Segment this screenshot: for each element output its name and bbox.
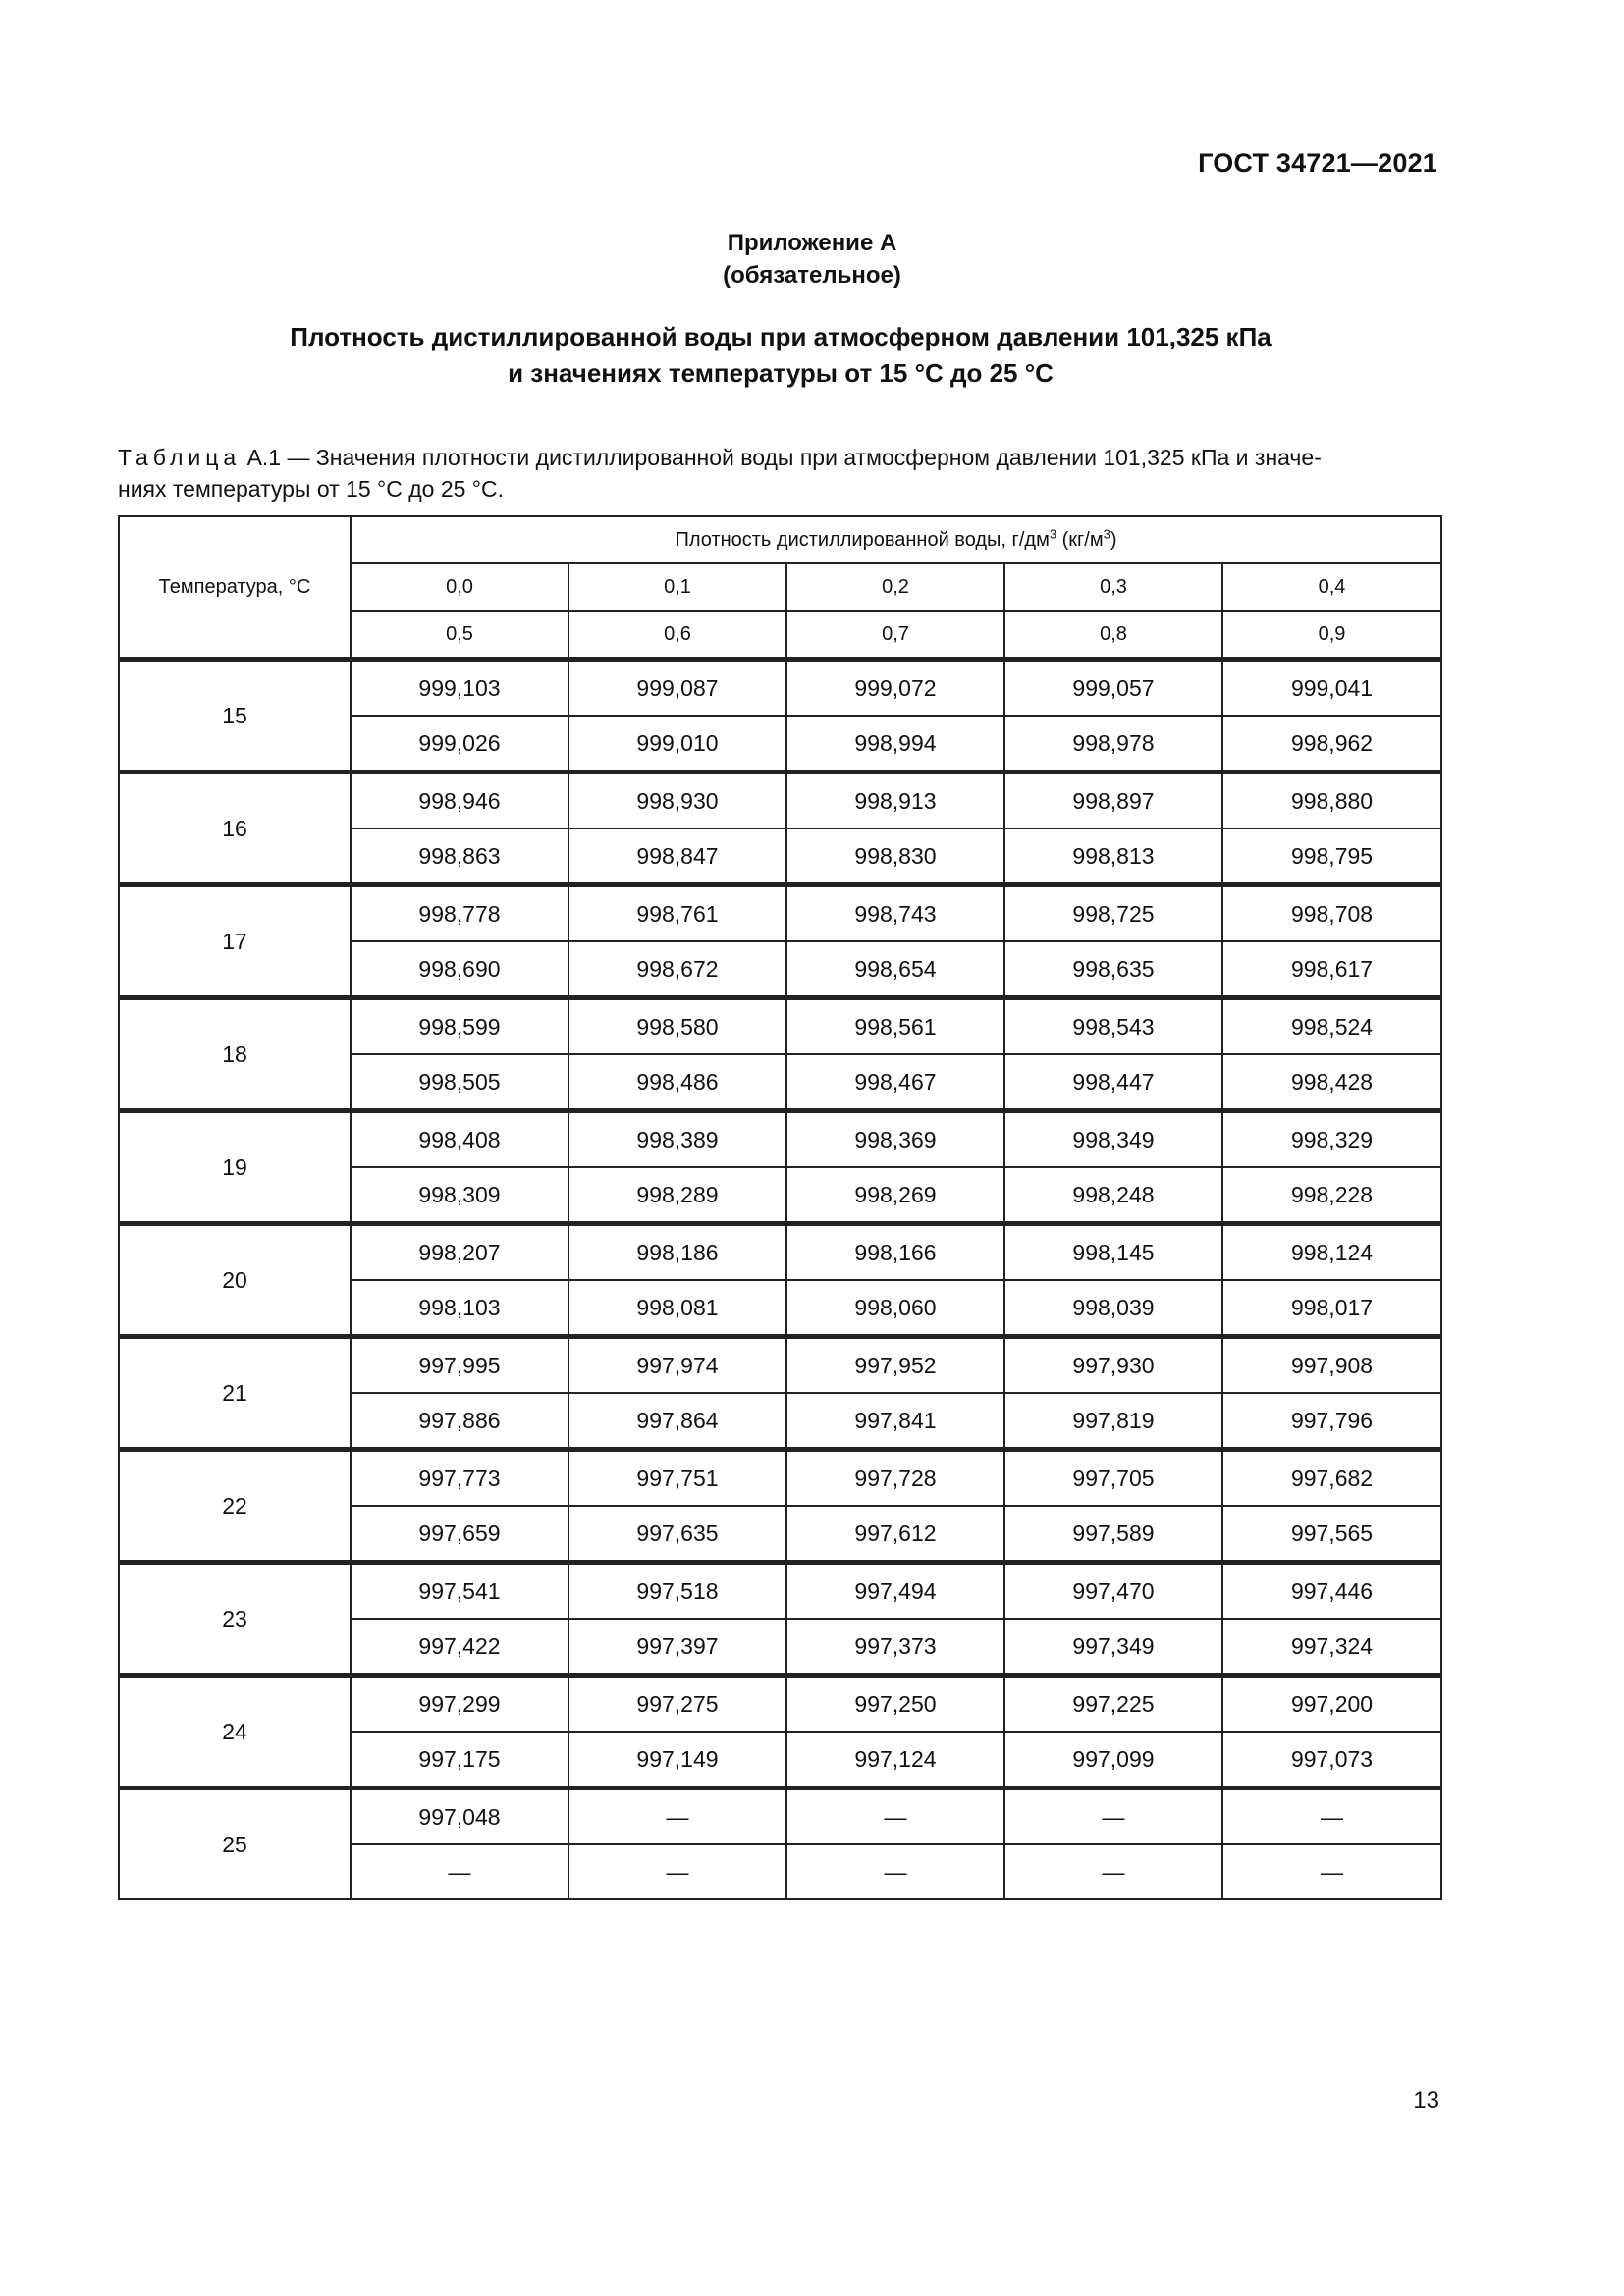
density-cell: 998,505 [351, 1054, 568, 1111]
density-cell: 998,561 [786, 998, 1004, 1055]
density-cell: 998,408 [351, 1111, 568, 1168]
density-cell: 998,081 [568, 1280, 786, 1337]
density-cell: 999,103 [351, 660, 568, 717]
superscript: 3 [1049, 525, 1057, 541]
density-cell: 997,541 [351, 1563, 568, 1620]
density-cell: 998,880 [1222, 773, 1441, 829]
temperature-header: Температура, °С [119, 516, 351, 660]
density-cell: 997,995 [351, 1337, 568, 1394]
density-cell: 997,589 [1004, 1506, 1222, 1563]
density-cell: 998,248 [1004, 1167, 1222, 1224]
density-cell: 998,946 [351, 773, 568, 829]
temperature-cell: 24 [119, 1676, 351, 1789]
table-row [119, 998, 1441, 1055]
density-cell: 998,778 [351, 885, 568, 942]
density-cell: 998,447 [1004, 1054, 1222, 1111]
density-cell: 999,072 [786, 660, 1004, 717]
density-cell: — [1222, 1844, 1441, 1899]
temperature-cell: 22 [119, 1450, 351, 1563]
density-cell: 997,324 [1222, 1619, 1441, 1676]
density-cell: 997,728 [786, 1450, 1004, 1507]
density-cell: — [1222, 1789, 1441, 1845]
density-cell: — [786, 1844, 1004, 1899]
density-cell: 998,599 [351, 998, 568, 1055]
density-cell: 997,773 [351, 1450, 568, 1507]
density-cell: 997,149 [568, 1732, 786, 1789]
density-cell: 998,930 [568, 773, 786, 829]
density-cell: 998,897 [1004, 773, 1222, 829]
density-cell: — [1004, 1844, 1222, 1899]
density-header-unit: (кг/м [1056, 528, 1104, 551]
density-cell: 997,930 [1004, 1337, 1222, 1394]
density-header-text: Плотность дистиллированной воды, г/дм [675, 528, 1050, 551]
density-cell: 998,617 [1222, 941, 1441, 998]
density-cell: 997,819 [1004, 1393, 1222, 1450]
standard-code: ГОСТ 34721—2021 [1198, 148, 1437, 178]
density-cell: 998,543 [1004, 998, 1222, 1055]
density-cell: 998,725 [1004, 885, 1222, 942]
temperature-cell: 15 [119, 660, 351, 773]
density-cell: 998,743 [786, 885, 1004, 942]
density-cell: 999,057 [1004, 660, 1222, 717]
table-row [119, 1676, 1441, 1733]
table-row [119, 1789, 1441, 1845]
density-cell: 998,389 [568, 1111, 786, 1168]
density-cell: 997,682 [1222, 1450, 1441, 1507]
density-cell: 997,048 [351, 1789, 568, 1845]
density-cell: 998,103 [351, 1280, 568, 1337]
table-row [119, 1450, 1441, 1507]
density-cell: 997,446 [1222, 1563, 1441, 1620]
density-cell: 999,010 [568, 716, 786, 773]
density-cell: 997,908 [1222, 1337, 1441, 1394]
page-number: 13 [1413, 2087, 1439, 2113]
fraction-cell: 0,0 [351, 563, 568, 611]
temperature-cell: 21 [119, 1337, 351, 1450]
density-cell: 998,039 [1004, 1280, 1222, 1337]
temperature-cell: 23 [119, 1563, 351, 1676]
density-cell: 997,518 [568, 1563, 786, 1620]
density-cell: 997,373 [786, 1619, 1004, 1676]
fraction-cell: 0,2 [786, 563, 1004, 611]
density-cell: 998,978 [1004, 716, 1222, 773]
density-cell: 997,349 [1004, 1619, 1222, 1676]
density-cell: 998,309 [351, 1167, 568, 1224]
density-cell: 997,299 [351, 1676, 568, 1733]
density-cell: 997,974 [568, 1337, 786, 1394]
appendix-heading [0, 227, 1624, 292]
density-cell: 997,200 [1222, 1676, 1441, 1733]
density-cell: 998,672 [568, 941, 786, 998]
density-table [118, 515, 1442, 1900]
density-cell: 998,124 [1222, 1224, 1441, 1281]
density-cell: 998,524 [1222, 998, 1441, 1055]
density-header-close: ) [1110, 528, 1117, 551]
density-cell: 999,041 [1222, 660, 1441, 717]
density-cell: 998,467 [786, 1054, 1004, 1111]
temperature-cell: 16 [119, 773, 351, 885]
density-cell: 997,886 [351, 1393, 568, 1450]
density-cell: 998,813 [1004, 828, 1222, 885]
density-cell: — [786, 1789, 1004, 1845]
density-cell: 998,795 [1222, 828, 1441, 885]
density-cell: 997,494 [786, 1563, 1004, 1620]
density-cell: — [568, 1789, 786, 1845]
density-cell: — [351, 1844, 568, 1899]
density-cell: 997,841 [786, 1393, 1004, 1450]
density-cell: 997,397 [568, 1619, 786, 1676]
density-cell: 998,654 [786, 941, 1004, 998]
density-cell: 998,913 [786, 773, 1004, 829]
caption-text-line-2: ниях температуры от 15 °С до 25 °С. [118, 476, 504, 502]
density-cell: 998,329 [1222, 1111, 1441, 1168]
density-cell: — [1004, 1789, 1222, 1845]
density-header [351, 516, 1441, 563]
density-cell: 997,659 [351, 1506, 568, 1563]
fraction-cell: 0,9 [1222, 611, 1441, 660]
density-cell: 999,087 [568, 660, 786, 717]
density-cell: 997,565 [1222, 1506, 1441, 1563]
fraction-cell: 0,1 [568, 563, 786, 611]
table-row [119, 1563, 1441, 1620]
caption-text-line-1: А.1 — Значения плотности дистиллированной воды при атмосферном давлении 101,325 кПа и значе- [241, 445, 1322, 470]
density-cell: 998,863 [351, 828, 568, 885]
density-cell: 998,289 [568, 1167, 786, 1224]
density-cell: 997,470 [1004, 1563, 1222, 1620]
density-cell: 997,124 [786, 1732, 1004, 1789]
density-cell: 997,275 [568, 1676, 786, 1733]
temperature-cell: 25 [119, 1789, 351, 1900]
density-cell: 998,962 [1222, 716, 1441, 773]
density-cell: 997,635 [568, 1506, 786, 1563]
density-cell: 998,428 [1222, 1054, 1441, 1111]
superscript: 3 [1103, 525, 1110, 541]
density-cell: 997,225 [1004, 1676, 1222, 1733]
fraction-cell: 0,6 [568, 611, 786, 660]
fraction-cell: 0,8 [1004, 611, 1222, 660]
appendix-status: (обязательное) [723, 262, 901, 289]
density-cell: 998,486 [568, 1054, 786, 1111]
density-cell: 998,017 [1222, 1280, 1441, 1337]
temperature-cell: 20 [119, 1224, 351, 1337]
table-row [119, 1111, 1441, 1168]
density-cell: 997,705 [1004, 1450, 1222, 1507]
title-line-2: и значениях температуры от 15 °С до 25 °С [508, 358, 1054, 388]
density-cell: 997,250 [786, 1676, 1004, 1733]
fraction-cell: 0,5 [351, 611, 568, 660]
density-cell: 997,952 [786, 1337, 1004, 1394]
density-cell: 998,994 [786, 716, 1004, 773]
density-cell: 998,369 [786, 1111, 1004, 1168]
density-cell: 999,026 [351, 716, 568, 773]
density-cell: 998,847 [568, 828, 786, 885]
density-cell: 998,708 [1222, 885, 1441, 942]
title-line-1: Плотность дистиллированной воды при атмосферном давлении 101,325 кПа [290, 322, 1272, 351]
density-cell: 997,612 [786, 1506, 1004, 1563]
document-title [0, 319, 1561, 392]
density-cell: 998,186 [568, 1224, 786, 1281]
temperature-cell: 17 [119, 885, 351, 998]
temperature-cell: 19 [119, 1111, 351, 1224]
temperature-cell: 18 [119, 998, 351, 1111]
table-row [119, 1337, 1441, 1394]
fraction-cell: 0,3 [1004, 563, 1222, 611]
density-cell: 998,166 [786, 1224, 1004, 1281]
density-cell: — [568, 1844, 786, 1899]
density-cell: 998,269 [786, 1167, 1004, 1224]
density-cell: 997,796 [1222, 1393, 1441, 1450]
appendix-title: Приложение А [727, 230, 897, 256]
density-cell: 997,422 [351, 1619, 568, 1676]
density-cell: 998,635 [1004, 941, 1222, 998]
density-cell: 998,690 [351, 941, 568, 998]
density-cell: 997,175 [351, 1732, 568, 1789]
density-cell: 997,073 [1222, 1732, 1441, 1789]
density-cell: 998,830 [786, 828, 1004, 885]
density-cell: 998,145 [1004, 1224, 1222, 1281]
density-cell: 998,060 [786, 1280, 1004, 1337]
header-row [119, 516, 1441, 563]
fraction-cell: 0,7 [786, 611, 1004, 660]
table-caption [118, 442, 1443, 505]
density-cell: 997,751 [568, 1450, 786, 1507]
table-row [119, 773, 1441, 829]
table-row [119, 885, 1441, 942]
fraction-cell: 0,4 [1222, 563, 1441, 611]
caption-label: Таблица [118, 445, 242, 470]
density-cell: 998,207 [351, 1224, 568, 1281]
density-cell: 998,580 [568, 998, 786, 1055]
density-cell: 998,761 [568, 885, 786, 942]
density-cell: 997,864 [568, 1393, 786, 1450]
density-cell: 997,099 [1004, 1732, 1222, 1789]
table-row [119, 1224, 1441, 1281]
density-cell: 998,349 [1004, 1111, 1222, 1168]
density-cell: 998,228 [1222, 1167, 1441, 1224]
table-row [119, 660, 1441, 717]
